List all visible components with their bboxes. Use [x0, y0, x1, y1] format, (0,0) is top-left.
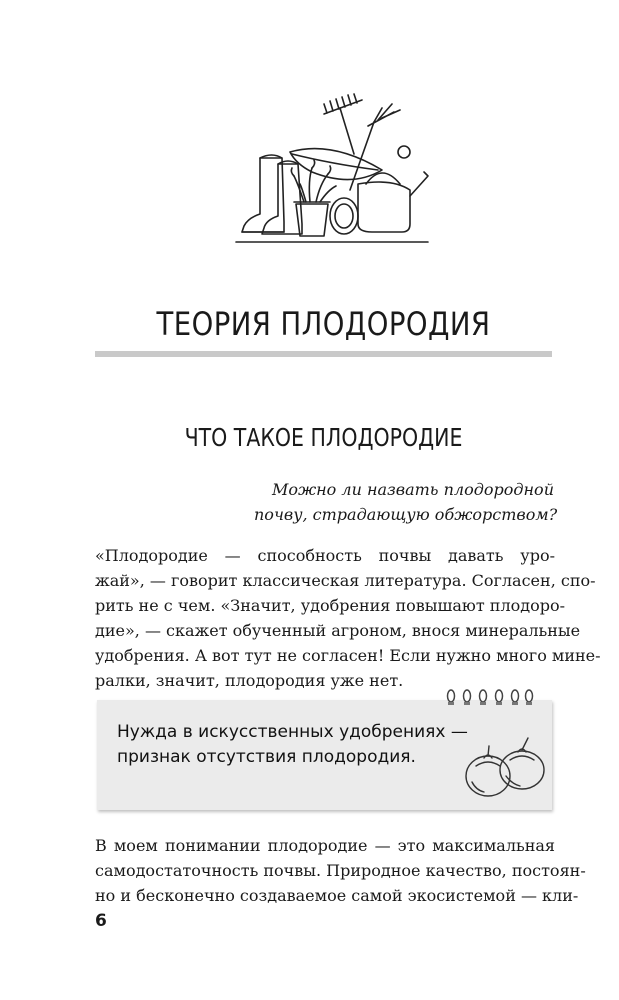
paragraph-line: рить не с чем. «Значит, удобрения повышают плодоро-	[95, 596, 566, 615]
spiral-rings-icon	[443, 687, 535, 709]
paragraph-line: удобрения. А вот тут не согласен! Если нужно много мине-	[95, 646, 601, 665]
paragraph-line: жай», — говорит классическая литература. Согласен, спо-	[95, 571, 596, 590]
note-line: Нужда в искусственных удобрениях —	[117, 722, 468, 742]
page-number: 6	[95, 911, 107, 931]
garden-tools-illustration	[232, 92, 432, 252]
note-text	[117, 720, 477, 770]
tomato-icon	[462, 732, 548, 800]
epigraph-line: Можно ли назвать плодородной	[271, 480, 554, 499]
paragraph-1	[95, 543, 601, 693]
paragraph-2	[95, 833, 586, 908]
paragraph-line: В моем понимании плодородие — это максимальная	[95, 836, 555, 855]
section-title: ЧТО ТАКОЕ ПЛОДОРОДИЕ	[184, 423, 463, 452]
paragraph-line: самодостаточность почвы. Природное качество, постоян-	[95, 861, 586, 880]
epigraph-line: почву, страдающую обжорством?	[254, 505, 558, 524]
note-line: признак отсутствия плодородия.	[117, 747, 416, 767]
paragraph-line: ралки, значит, плодородия уже нет.	[95, 671, 404, 690]
paragraph-line: но и бесконечно создаваемое самой экосистемой — кли-	[95, 886, 579, 905]
chapter-title: ТЕОРИЯ ПЛОДОРОДИЯ	[156, 305, 491, 343]
epigraph	[254, 477, 558, 527]
paragraph-line: «Плодородие — способность почвы давать уро-	[95, 546, 555, 565]
paragraph-line: дие», — скажет обученный агроном, внося минеральные	[95, 621, 581, 640]
chapter-divider	[95, 351, 552, 357]
